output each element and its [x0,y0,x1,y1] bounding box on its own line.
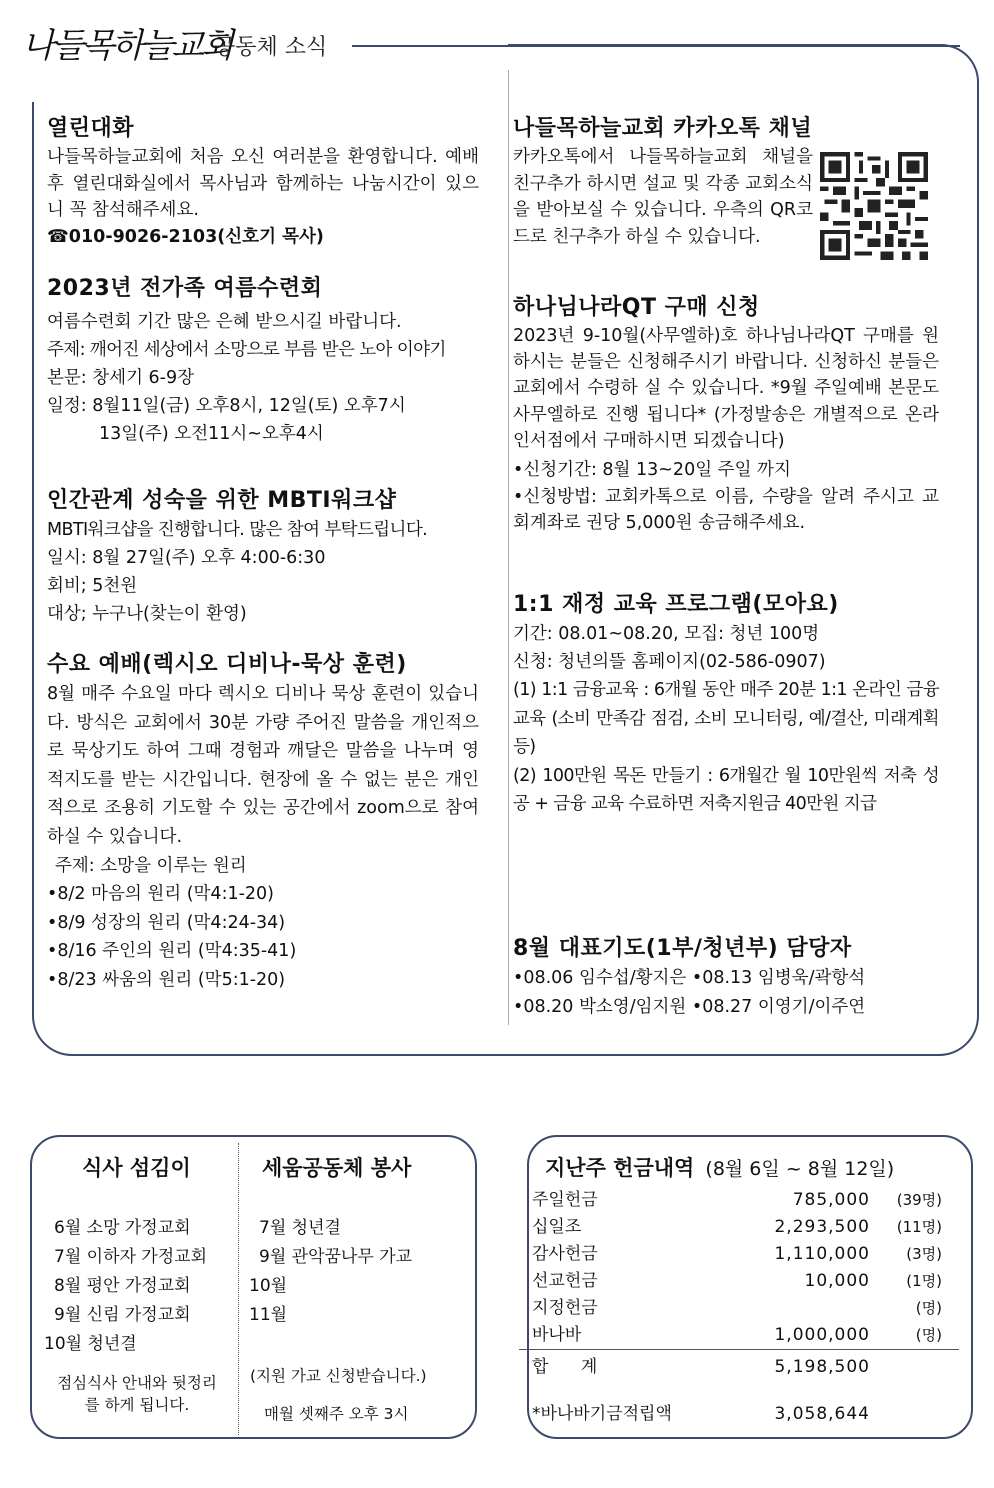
meal-title: 식사 섬김이 [82,1156,191,1180]
sewoom-item: 10월 [249,1276,288,1296]
sewoom-list [249,1214,469,1330]
finance-line: (1) 1:1 금융교육 : 6개월 동안 매주 20분 1:1 온라인 금융교육 (소비 만족감 점검, 소비 모니터링, 예/결산, 미래계획 등) [513,680,939,757]
offering-amount: 1,000,000 [774,1325,870,1345]
mbti-title: 인간관계 성숙을 위한 MBTI워크샵 [47,488,397,513]
qt-method: •신청방법: 교회카톡으로 이름, 수량을 알려 주시고 교회계좌로 권당 5,000원 송금해주세요. [513,486,939,534]
finance-line: (2) 100만원 목돈 만들기 : 6개월간 월 10만원씩 저축 성공 + 금융 교육 수료하면 저축지원금 40만원 지급 [513,765,939,814]
offering-total-row [532,1354,942,1381]
open-talk-body: 나들목하늘교회에 처음 오신 여러분을 환영합니다. 예배 후 열린대화실에서 목사님과 함께하는 나눔시간이 있으니 꼭 참석해주세요. [47,147,479,220]
finance-line: 신청: 청년의뜰 홈페이지(02-586-0907) [513,652,826,672]
mbti-line: 대상; 누구나(찾는이 환영) [47,604,247,624]
box-divider [238,1143,239,1435]
barnabas-fund-label: *바나바기금적립액 [532,1404,672,1424]
offering-title: 지난주 헌금내역 [545,1156,695,1180]
mbti-line: 회비; 5천원 [47,576,138,596]
wednesday-item: •8/2 마음의 원리 (막4:1-20) [47,884,275,905]
offering-label: 선교헌금 [532,1271,598,1291]
offering-label: 바나바 [532,1325,582,1345]
offering-label: 감사헌금 [532,1244,598,1264]
meal-item: 10월 청년결 [44,1334,137,1354]
barnabas-fund-amount: 3,058,644 [774,1404,870,1424]
kakao-section [513,114,813,250]
offering-amount: 2,293,500 [774,1217,870,1237]
retreat-line: 여름수련회 기간 많은 은혜 받으시길 바랍니다. [47,312,402,332]
prayer-row: •08.20 박소영/임지원 •08.27 이영기/이주연 [513,996,866,1017]
meal-note: 점심식사 안내와 뒷정리를 하게 됩니다. [57,1374,217,1414]
offering-count: (1명) [906,1272,942,1290]
offering-amount: 785,000 [792,1190,870,1210]
offering-label: 십일조 [532,1217,582,1237]
finance-title: 1:1 재정 교육 프로그램(모아요) [513,592,839,617]
meal-list [44,1214,234,1359]
offering-count: (11명) [896,1218,942,1236]
offering-row [532,1295,942,1322]
retreat-title: 2023년 전가족 여름수련회 [47,276,323,301]
finance-line: 기간: 08.01~08.20, 모집: 청년 100명 [513,624,820,644]
barnabas-fund-row [532,1401,942,1428]
qt-title: 하나님나라QT 구매 신청 [513,295,760,320]
wednesday-theme: 주제: 소망을 이루는 원리 [55,855,247,876]
offering-row [532,1187,942,1214]
kakao-body: 카카오톡에서 나들목하늘교회 채널을 친구추가 하시면 설교 및 각종 교회소식을 받아보실 수 있습니다. 우측의 QR코드로 친구추가 하실 수 있습니다. [513,147,813,247]
sewoom-item: 11월 [249,1305,288,1325]
offering-amount: 10,000 [804,1271,870,1291]
prayer-section [513,934,943,1021]
offering-label: 주일헌금 [532,1190,598,1210]
mbti-line: 일시: 8월 27일(주) 오후 4:00-6:30 [47,548,326,568]
offering-total-label: 합 계 [532,1357,598,1377]
meal-item: 9월 신림 가정교회 [54,1305,191,1325]
sewoom-note: (지원 가교 신청받습니다.) [250,1367,427,1385]
prayer-title: 8월 대표기도(1부/청년부) 담당자 [513,936,852,961]
main-frame-corner [939,1016,979,1056]
retreat-line: 일정: 8월11일(금) 오후8시, 12일(토) 오후7시 [47,396,406,416]
sewoom-item: 9월 관악꿈나무 가교 [259,1247,412,1267]
sewoom-title: 세움공동체 봉사 [262,1156,412,1180]
qr-code-icon[interactable] [820,152,928,260]
retreat-line: 본문: 창세기 6-9장 [47,368,195,388]
wednesday-body: 8월 매주 수요일 마다 렉시오 디비나 묵상 훈련이 있습니다. 방식은 교회에서 30분 가량 주어진 말씀을 개인적으로 묵상기도 하여 그때 경험과 깨달은 말씀을 나누며 영적지도를 받는 시간입니다. 현장에 올 수 없는 분은 개인적으로 조용히 기도할 수 있는 공간에서 zoom으로 참여하실 수 있습니다. [47,684,479,847]
qt-period: •신청기간: 8월 13~20일 주일 까지 [513,460,791,481]
offering-period: (8월 6일 ~ 8월 12일) [705,1158,895,1180]
open-talk-title: 열린대화 [47,116,135,141]
offering-amount: 1,110,000 [774,1244,870,1264]
prayer-row: •08.06 임수섭/황지은 •08.13 임병욱/곽항석 [513,968,866,988]
meal-item: 8월 평안 가정교회 [54,1276,191,1296]
main-frame-right-border [977,84,979,1016]
offering-count: (3명) [906,1245,942,1263]
mbti-section [47,486,479,628]
finance-section [513,590,939,819]
retreat-line: 13일(주) 오전11시~오후4시 [99,424,324,444]
meal-item: 6월 소망 가정교회 [54,1218,191,1238]
retreat-line: 주제: 깨어진 세상에서 소망으로 부름 받은 노아 이야기 [47,340,446,360]
column-divider [508,70,509,1025]
total-divider [519,1349,959,1350]
sewoom-time: 매월 셋째주 오후 3시 [264,1405,409,1423]
section-title: 공동체 소식 [214,35,328,60]
wednesday-title: 수요 예배(렉시오 디비나-묵상 훈련) [47,652,407,677]
wednesday-section [47,650,479,994]
main-frame-bottom-border [72,1054,939,1056]
sewoom-item: 7월 청년결 [259,1218,341,1238]
offering-row [532,1241,942,1268]
offering-header [545,1152,894,1182]
open-talk-contact: ☎010-9026-2103(신호기 목사) [47,226,324,247]
kakao-title: 나들목하늘교회 카카오톡 채널 [513,116,813,141]
open-talk-section [47,114,479,250]
offering-count: (39명) [896,1191,942,1209]
offering-total-amount: 5,198,500 [774,1357,870,1377]
meal-item: 7월 이하자 가정교회 [54,1247,207,1267]
offering-count: (명) [915,1326,942,1344]
qt-body: 2023년 9-10월(사무엘하)호 하나님나라QT 구매를 원하시는 분들은 신청해주시기 바랍니다. 신청하신 분들은교회에서 수령하 실 수 있습니다. *9월 주일예배 본문도 사무엘하로 진행 됩니다* (가정발송은 개별적으로 온라인서점에서 구매하시면 되겠습니다) [513,326,939,451]
wednesday-item: •8/9 성장의 원리 (막4:24-34) [47,912,286,933]
offering-row [532,1214,942,1241]
wednesday-item: •8/16 주인의 원리 (막4:35-41) [47,941,297,962]
wednesday-item: •8/23 싸움의 원리 (막5:1-20) [47,969,286,990]
mbti-line: MBTI워크샵을 진행합니다. 많은 참여 부탁드립니다. [47,520,428,540]
qt-section [513,293,939,537]
retreat-section [47,274,479,448]
main-frame-top-border [508,44,979,84]
church-logo: 나들목하늘교회 [22,26,231,66]
offering-row [532,1322,942,1349]
offering-count: (명) [915,1299,942,1317]
offering-row [532,1268,942,1295]
offering-label: 지정헌금 [532,1298,598,1318]
